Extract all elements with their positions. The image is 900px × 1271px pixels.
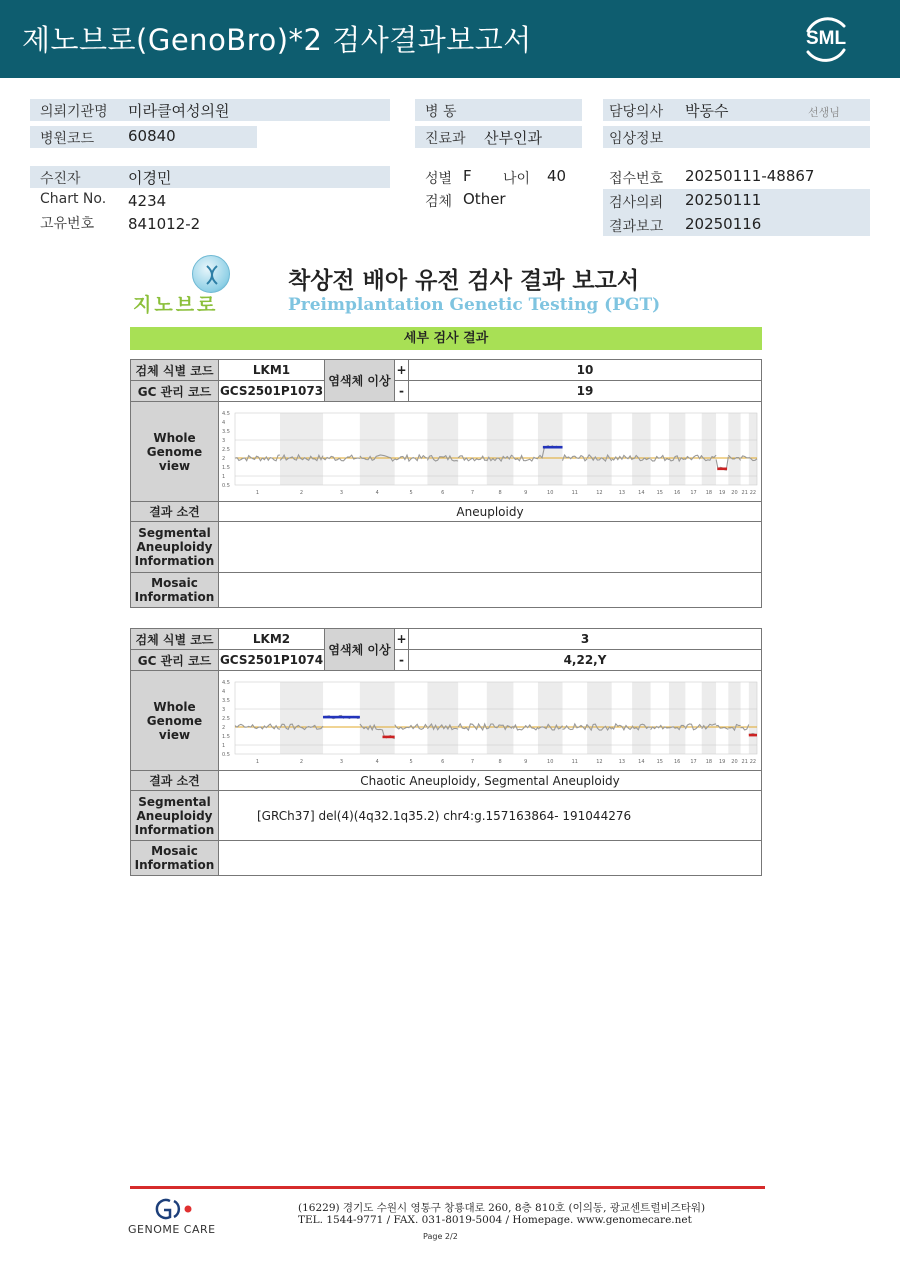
y-tick-label: 0.5 [222,751,230,758]
x-tick-label: 14 [638,758,645,765]
chart-label: Chart No. [40,191,107,207]
mosaic-label: Mosaic Information [131,841,219,876]
result-label: 결과 소견 [131,502,219,522]
chromosome-band [280,413,323,485]
x-tick-label: 1 [255,758,260,765]
segmental-label: Segmental Aneuploidy Information [131,791,219,841]
ward-label: 병 동 [425,104,457,120]
chromosome-band [702,682,716,754]
footer-divider [130,1186,765,1189]
x-tick-label: 12 [596,489,603,496]
sex-label: 성별 [425,171,453,187]
y-tick-label: 4.5 [222,410,230,417]
x-tick-label: 10 [547,758,554,765]
age-label: 나이 [503,171,531,187]
gc-code-value: GCS2501P1073 [219,381,325,402]
chromosome-band [728,682,740,754]
report-value: 20250116 [685,215,762,233]
y-tick-label: 4.5 [222,679,230,686]
plus-value: 3 [409,629,762,650]
x-tick-label: 6 [441,489,445,496]
x-tick-label: 9 [524,758,528,765]
section-title: 세부 검사 결과 [130,327,762,350]
chart-value: 4234 [128,192,167,210]
report-label: 결과보고 [609,219,664,235]
chromosome-band [538,682,563,754]
sample-code-value: LKM2 [219,629,325,650]
x-tick-label: 4 [375,489,379,496]
x-tick-label: 13 [618,489,626,496]
x-tick-label: 18 [705,758,713,765]
whole-genome-label: Whole Genome view [131,671,219,771]
specimen-label: 검체 [425,194,453,210]
patient-bar [30,166,390,188]
minus-sign: - [395,381,409,402]
result-value: Aneuploidy [219,502,762,522]
x-tick-label: 2 [299,489,304,496]
genome-view-cell [219,671,762,771]
specimen-value: Other [463,190,506,208]
age-value: 40 [547,167,567,185]
y-tick-label: 3 [222,706,226,713]
report-subtitle: Preimplantation Genetic Testing (PGT) [288,295,661,315]
chromosome-band [427,413,458,485]
chromosome-band [728,413,740,485]
chrom-abn-label: 염색체 이상 [325,360,395,402]
x-tick-label: 18 [705,489,713,496]
x-tick-label: 8 [498,489,502,496]
chromosome-band [587,413,612,485]
x-tick-label: 19 [719,758,726,765]
minus-value: 4,22,Y [409,650,762,671]
chromosome-band [487,682,514,754]
x-tick-label: 3 [339,489,344,496]
whole-genome-chart-1 [221,405,761,499]
x-tick-label: 16 [673,489,681,496]
chromosome-band [669,682,685,754]
x-tick-label: 14 [638,489,645,496]
sml-logo-text: SML [805,28,847,49]
y-tick-label: 2.5 [222,446,230,453]
sex-value: F [463,167,472,185]
mosaic-value [219,841,762,876]
x-tick-label: 4 [375,758,379,765]
page-title: 제노브로(GenoBro)*2 검사결과보고서 [22,23,532,57]
y-tick-label: 1.5 [222,733,230,740]
genome-view-cell [219,402,762,502]
receipt-value: 20250111-48867 [685,167,815,185]
cnv-segment [717,467,727,470]
x-tick-label: 7 [470,489,475,496]
sample-table-1 [130,359,762,608]
chromosome-band [427,682,458,754]
dna-icon [193,256,231,294]
doctor-value: 박동수 [685,102,729,120]
chromosome-band [632,413,650,485]
y-tick-label: 1.5 [222,464,230,471]
chromosome-band [702,413,716,485]
x-tick-label: 21 [741,758,748,765]
x-tick-label: 20 [731,758,738,765]
chromosome-band [669,413,685,485]
result-label: 결과 소견 [131,771,219,791]
id-label: 고유번호 [40,216,95,232]
chromosome-band [632,682,650,754]
chromosome-band [280,682,323,754]
result-value: Chaotic Aneuploidy, Segmental Aneuploidy [219,771,762,791]
report-title: 착상전 배아 유전 검사 결과 보고서 [288,268,640,294]
page-number: Page 2/2 [423,1232,458,1241]
sample-code-value: LKM1 [219,360,325,381]
x-tick-label: 1 [255,489,260,496]
gc-code-label: GC 관리 코드 [131,381,219,402]
cnv-segment [543,445,563,448]
x-tick-label: 19 [719,489,726,496]
x-tick-label: 20 [731,489,738,496]
x-tick-label: 15 [656,489,663,496]
y-tick-label: 1 [222,742,226,749]
chromosome-band [587,682,612,754]
y-tick-label: 3 [222,437,226,444]
genobro-logo-text: 지노브로 [133,294,219,316]
segmental-value [219,522,762,573]
cnv-segment [749,733,757,736]
x-tick-label: 10 [547,489,554,496]
y-tick-label: 2 [222,724,226,731]
genobro-logo-icon [192,255,230,293]
chromosome-band [487,413,514,485]
hospital-code-value: 60840 [128,127,176,145]
segmental-value: [GRCh37] del(4)(4q32.1q35.2) chr4:g.157163864- 191044276 [219,791,762,841]
plus-value: 10 [409,360,762,381]
chromosome-band [538,413,563,485]
y-tick-label: 2 [222,455,226,462]
x-tick-label: 17 [690,758,697,765]
mosaic-label: Mosaic Information [131,573,219,608]
y-tick-label: 0.5 [222,482,230,489]
mosaic-value [219,573,762,608]
sample-code-label: 검체 식별 코드 [131,360,219,381]
institution-label: 의뢰기관명 [40,104,108,120]
y-tick-label: 4 [222,419,226,426]
header-banner [0,0,900,78]
footer-address: (16229) 경기도 수원시 영통구 창룡대로 260, 8층 810호 (이의동, 광교센트럴비즈타워) [298,1202,706,1214]
plus-sign: + [395,360,409,381]
y-tick-label: 3.5 [222,428,230,435]
x-tick-label: 21 [741,489,748,496]
chrom-abn-label: 염색체 이상 [325,629,395,671]
x-tick-label: 12 [596,758,603,765]
x-tick-label: 11 [571,489,578,496]
whole-genome-label: Whole Genome view [131,402,219,502]
clinical-label: 임상정보 [609,131,664,147]
segmental-label: Segmental Aneuploidy Information [131,522,219,573]
plus-sign: + [395,629,409,650]
doctor-label: 담당의사 [609,104,664,120]
gc-code-value: GCS2501P1074 [219,650,325,671]
x-tick-label: 2 [299,758,304,765]
genome-care-logo-icon [150,1197,198,1221]
chromosome-band [749,413,757,485]
x-tick-label: 11 [571,758,578,765]
whole-genome-chart-2 [221,674,761,768]
sample-table-2 [130,628,762,876]
y-tick-label: 3.5 [222,697,230,704]
gc-code-label: GC 관리 코드 [131,650,219,671]
institution-value: 미라클여성의원 [128,102,230,120]
x-tick-label: 16 [673,758,681,765]
dept-label: 진료과 [425,131,466,147]
patient-label: 수진자 [40,171,81,187]
x-tick-label: 8 [498,758,502,765]
footer-contact: TEL. 1544-9771 / FAX. 031-8019-5004 / Homepage. www.genomecare.net [298,1214,692,1226]
sml-logo [800,14,852,64]
sample-code-label: 검체 식별 코드 [131,629,219,650]
x-tick-label: 6 [441,758,445,765]
x-tick-label: 22 [749,489,757,496]
request-value: 20250111 [685,191,762,209]
y-tick-label: 2.5 [222,715,230,722]
patient-value: 이경민 [128,169,172,187]
y-tick-label: 4 [222,688,226,695]
hospital-code-label: 병원코드 [40,131,95,147]
x-tick-label: 15 [656,758,663,765]
chromosome-band [360,682,395,754]
genome-care-logo-text: GENOME CARE [128,1223,216,1236]
minus-value: 19 [409,381,762,402]
x-tick-label: 17 [690,489,697,496]
cnv-segment [382,735,394,738]
cnv-segment [323,715,360,718]
x-tick-label: 5 [409,489,413,496]
dept-value: 산부인과 [484,129,542,147]
x-tick-label: 7 [470,758,475,765]
chromosome-band [749,682,757,754]
y-tick-label: 1 [222,473,226,480]
id-value: 841012-2 [128,215,201,233]
request-label: 검사의뢰 [609,195,664,211]
chromosome-band [360,413,395,485]
receipt-label: 접수번호 [609,171,664,187]
minus-sign: - [395,650,409,671]
x-tick-label: 22 [749,758,757,765]
x-tick-label: 3 [339,758,344,765]
x-tick-label: 13 [618,758,626,765]
x-tick-label: 9 [524,489,528,496]
x-tick-label: 5 [409,758,413,765]
doctor-suffix: 선생님 [808,106,840,119]
